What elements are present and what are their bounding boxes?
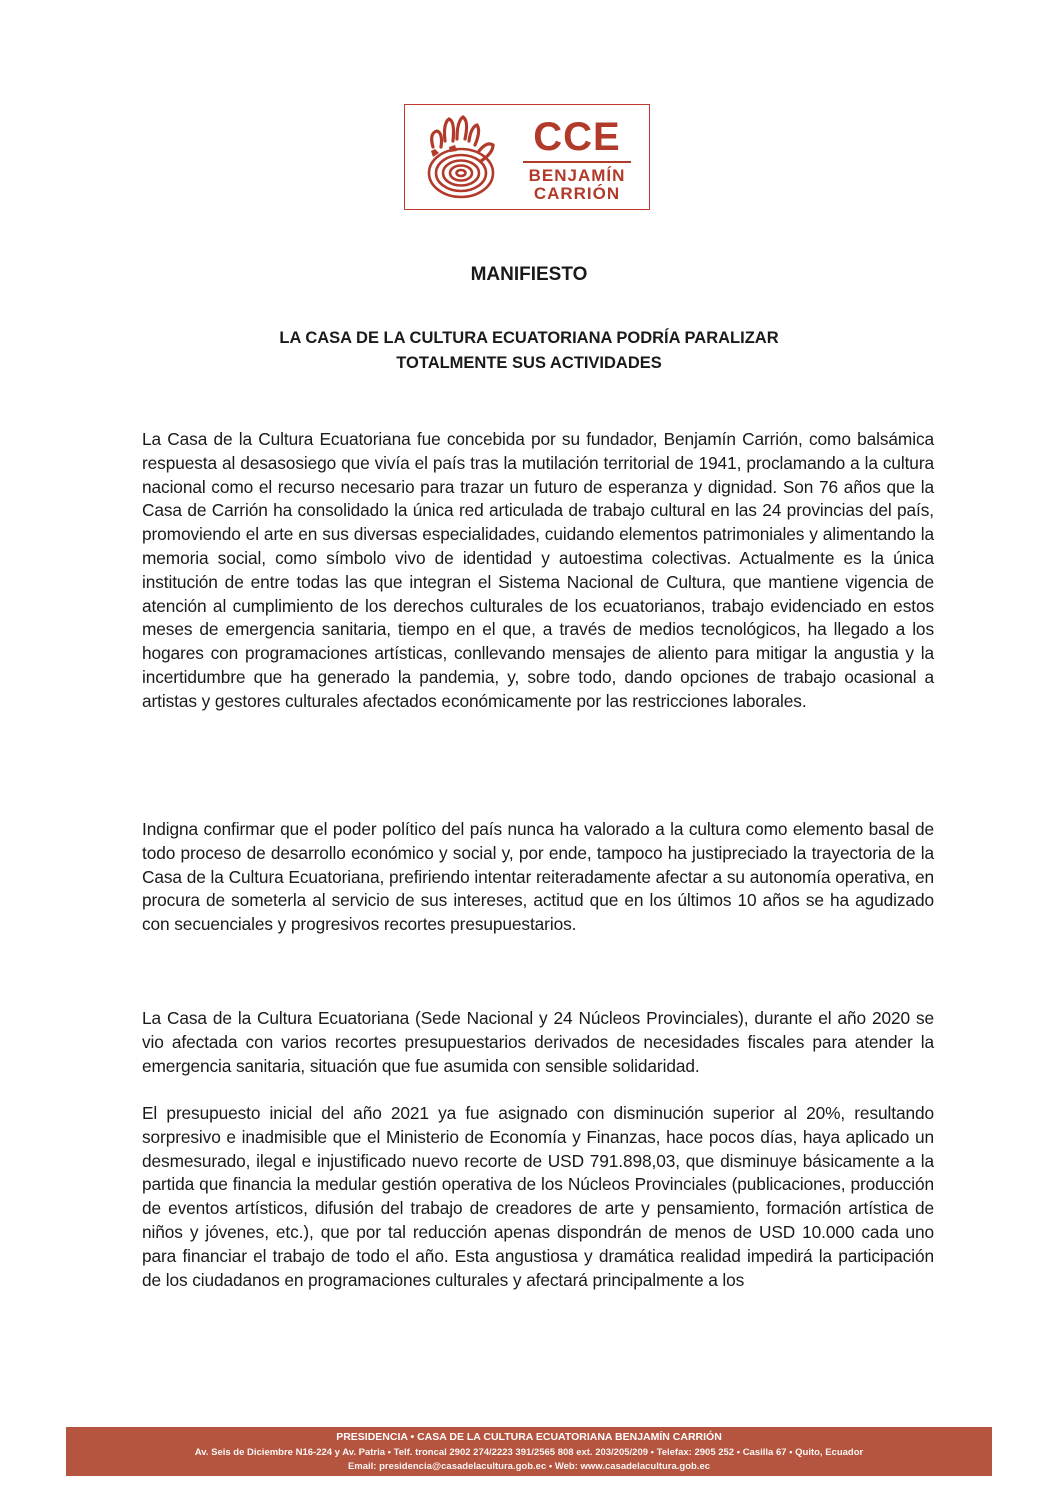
- footer-institution: PRESIDENCIA • CASA DE LA CULTURA ECUATORIANA BENJAMÍN CARRIÓN: [336, 1431, 722, 1443]
- logo-name-line1: BENJAMÍN: [528, 166, 626, 185]
- logo-name-line2: CARRIÓN: [533, 184, 621, 203]
- footer-address: Av. Seis de Diciembre N16-224 y Av. Patria • Telf. troncal 2902 274/2223 391/2565 808 ext. 203/205/209 • Telefax: 2905 252 • Casilla 67 • Quito, Ecuador: [194, 1447, 864, 1458]
- paragraph-4: El presupuesto inicial del año 2021 ya fue asignado con disminución superior al 20%, resultando sorpresivo e inadmisible que el Ministerio de Economía y Finanzas, hace pocos días, haya aplicado un desmesurado, ilegal e injustificado nuevo recorte de USD 791.898,03, que disminuye básicamente a la partida que financia la medular gestión operativa de los Núcleos Provinciales (publicaciones, producción de eventos artísticos, difusión del trabajo de creadores de arte y pensamiento, formación artística de niños y jóvenes, etc.), que por tal reducción apenas dispondrán de menos de USD 10.000 cada uno para financiar el trabajo de todo el año. Esta angustiosa y dramática realidad impedirá la participación de los ciudadanos en programaciones culturales y afectará principalmente a los: [142, 1103, 934, 1290]
- footer-contact: Email: presidencia@casadelacultura.gob.ec • Web: www.casadelacultura.gob.ec: [347, 1461, 711, 1472]
- logo-acronym: CCE: [533, 115, 621, 159]
- document-subtitle-line1: LA CASA DE LA CULTURA ECUATORIANA PODRÍA PARALIZAR: [279, 329, 779, 347]
- document-subtitle-line2: TOTALMENTE SUS ACTIVIDADES: [396, 354, 662, 372]
- paragraph-3: La Casa de la Cultura Ecuatoriana (Sede Nacional y 24 Núcleos Provinciales), durante el año 2020 se vio afectada con varios recortes presupuestarios derivados de necesidades fiscales para atender la emergencia sanitaria, situación que fue asumida con sensible solidaridad.: [142, 1008, 934, 1076]
- paragraph-2: Indigna confirmar que el poder político del país nunca ha valorado a la cultura como elemento basal de todo proceso de desarrollo económico y social y, por ende, tampoco ha justipreciado la trayectoria de la Casa de la Cultura Ecuatoriana, prefiriendo intentar reiteradamente afectar a su autonomía operativa, en procura de someterla al servicio de sus intereses, actitud que en los últimos 10 años se ha agudizado con secuenciales y progresivos recortes presupuestarios.: [142, 819, 934, 935]
- document-title: MANIFIESTO: [470, 264, 588, 285]
- hand-fingerprint-emblem-icon: [419, 111, 507, 203]
- logo-divider: [523, 161, 631, 163]
- letterhead-footer: [66, 1427, 992, 1476]
- cce-logo: [404, 104, 650, 210]
- paragraph-1: La Casa de la Cultura Ecuatoriana fue concebida por su fundador, Benjamín Carrión, como balsámica respuesta al desasosiego que vivía el país tras la mutilación territorial de 1941, proclamando a la cultura nacional como el recurso necesario para trazar un futuro de esperanza y dignidad. Son 76 años que la Casa de Carrión ha consolidado la única red articulada de trabajo cultural en las 24 provincias del país, promoviendo el arte en sus diversas especialidades, cuidando elementos patrimoniales y alimentando la memoria social, como símbolo vivo de identidad y autoestima colectivas. Actualmente es la única institución de entre todas las que integran el Sistema Nacional de Cultura, que mantiene vigencia de atención al cumplimiento de los derechos culturales de los ecuatorianos, trabajo evidenciado en estos meses de emergencia sanitaria, tiempo en el que, a través de medios tecnológicos, ha llegado a los hogares con programaciones artísticas, conllevando mensajes de aliento para mitigar la angustia y la incertidumbre que ha generado la pandemia, y, sobre todo, dando opciones de trabajo ocasional a artistas y gestores culturales afectados económicamente por las restricciones laborales.: [142, 429, 934, 711]
